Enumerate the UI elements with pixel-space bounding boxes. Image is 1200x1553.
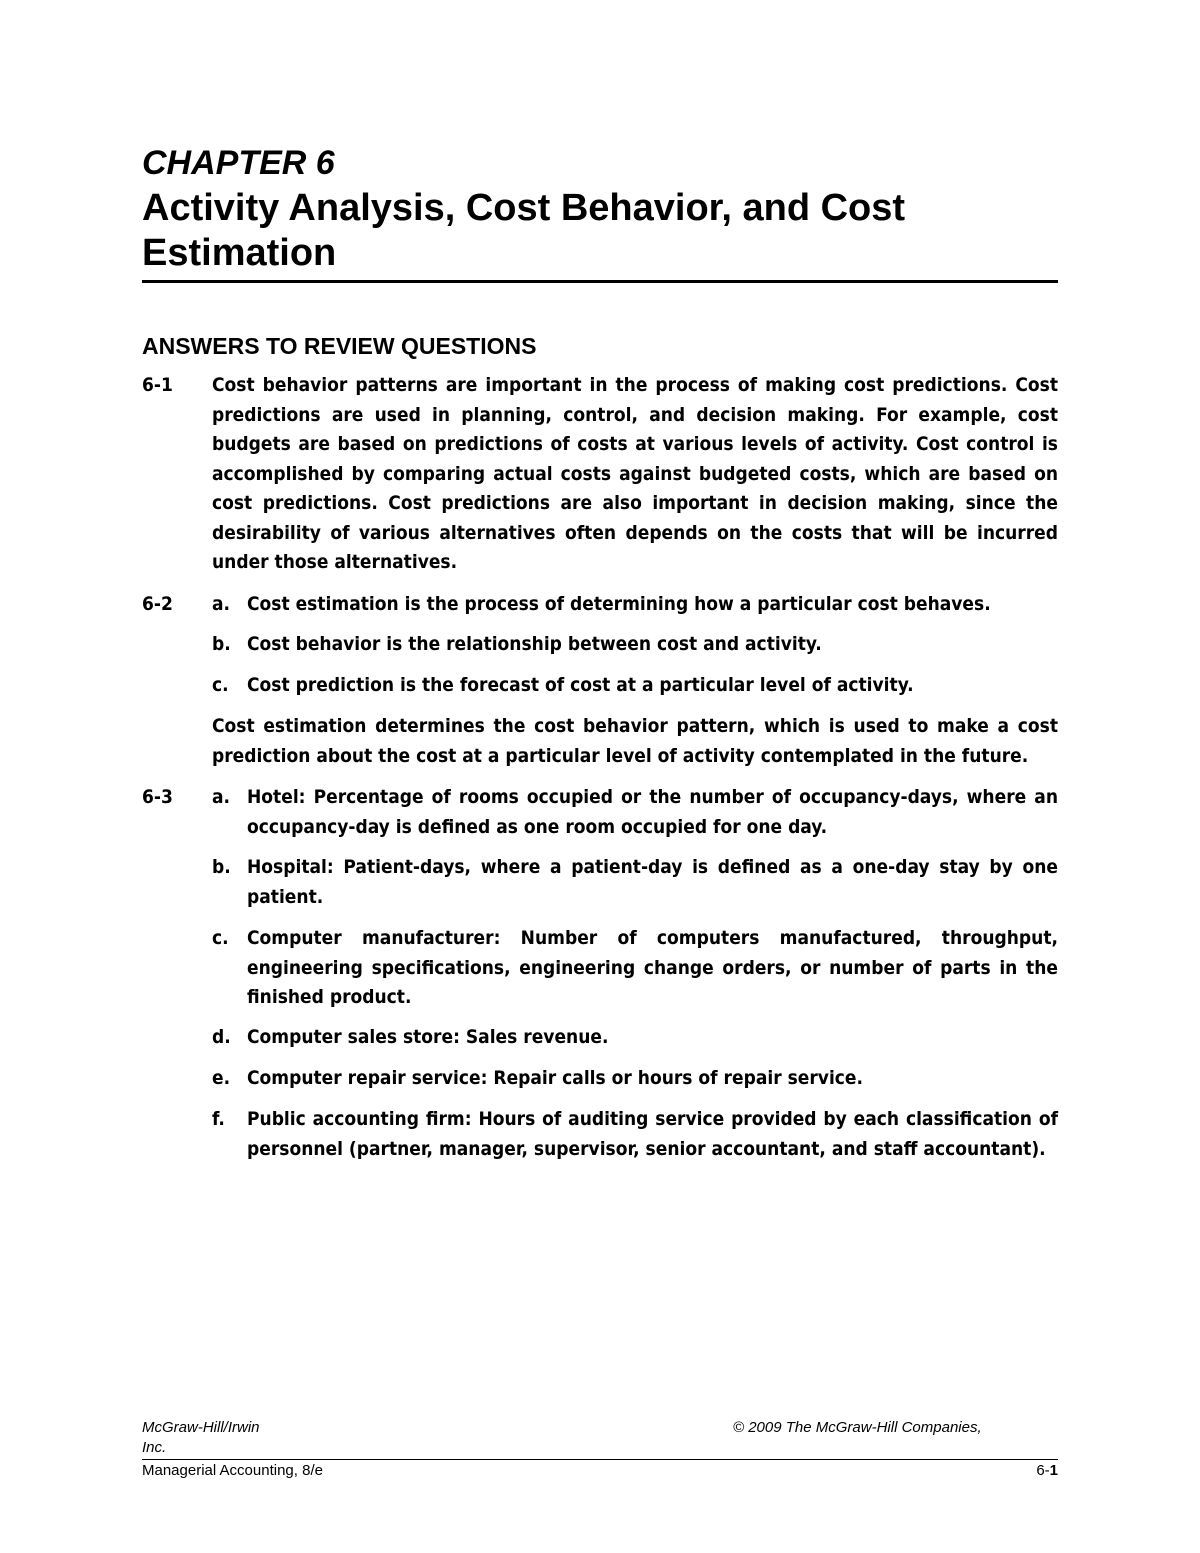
section-heading: ANSWERS TO REVIEW QUESTIONS: [142, 333, 537, 359]
footer-publisher: McGraw-Hill/Irwin: [142, 1419, 260, 1436]
answer-6-3-a: [212, 783, 1058, 842]
answer-6-2-c: [212, 671, 1058, 701]
footer-book-title: Managerial Accounting, 8/e: [142, 1462, 323, 1479]
answer-6-2-b: [212, 630, 1058, 660]
title-divider: [142, 280, 1058, 283]
chapter-title: Activity Analysis, Cost Behavior, and Cost Estimation: [142, 187, 906, 274]
answer-6-3-b: [212, 853, 1058, 912]
footer-copyright: © 2009 The McGraw-Hill Companies,: [733, 1419, 982, 1436]
item-letter: c.: [212, 927, 229, 949]
item-text: Computer sales store: Sales revenue.: [247, 1026, 609, 1048]
item-letter: f.: [212, 1108, 225, 1130]
item-letter: e.: [212, 1067, 231, 1089]
footer-publisher-continued: Inc.: [142, 1439, 167, 1456]
question-number-6-3: 6-3: [142, 786, 173, 808]
chapter-label: CHAPTER 6: [142, 144, 335, 182]
item-text: Computer repair service: Repair calls or hours of repair service.: [247, 1067, 864, 1089]
item-text: Cost estimation is the process of determining how a particular cost behaves.: [247, 593, 991, 615]
answer-6-3-d: [212, 1023, 1058, 1053]
answer-6-3-c: [212, 924, 1058, 1013]
footer-divider: [142, 1459, 1058, 1460]
item-letter: a.: [212, 786, 231, 808]
item-letter: b.: [212, 633, 231, 655]
item-text: Hotel: Percentage of rooms occupied or the number of occupancy-days, where an occupancy-day is defined as one room occupied for one day.: [247, 786, 1058, 838]
answer-6-3-e: [212, 1064, 1058, 1094]
item-text: Cost prediction is the forecast of cost at a particular level of activity.: [247, 674, 914, 696]
answer-6-3-f: [212, 1105, 1058, 1164]
item-text: Public accounting firm: Hours of auditing service provided by each classification of personnel (partner, manager, supervisor, senior accountant, and staff accountant).: [247, 1108, 1058, 1160]
item-letter: d.: [212, 1026, 231, 1048]
question-number-6-2: 6-2: [142, 593, 173, 615]
page-number: [1036, 1461, 1058, 1481]
item-text: Cost behavior is the relationship between cost and activity.: [247, 633, 822, 655]
item-letter: a.: [212, 593, 231, 615]
answer-6-1: Cost behavior patterns are important in the process of making cost predictions. Cost predictions are used in planning, control, and decision making. For example, cost budgets are based on predictions of costs at various levels of activity. Cost control is accomplished by comparing actual costs against budgeted costs, which are based on cost predictions. Cost predictions are also important in decision making, since the desirability of various alternatives often depends on the costs that will be incurred under those alternatives.: [212, 374, 1058, 573]
item-text: Computer manufacturer: Number of computers manufactured, throughput, engineering specifications, engineering change orders, or number of parts in the finished product.: [247, 927, 1058, 1008]
item-text: Hospital: Patient-days, where a patient-day is defined as a one-day stay by one patient.: [247, 856, 1058, 908]
question-number-6-1: 6-1: [142, 374, 173, 396]
item-letter: b.: [212, 856, 231, 878]
item-letter: c.: [212, 674, 229, 696]
page-number-value: 1: [1049, 1462, 1058, 1479]
page-number-prefix: 6-: [1036, 1462, 1050, 1479]
answer-6-2-closing: Cost estimation determines the cost behavior pattern, which is used to make a cost prediction about the cost at a particular level of activity contemplated in the future.: [212, 715, 1058, 767]
answer-6-2-a: [212, 590, 1058, 620]
